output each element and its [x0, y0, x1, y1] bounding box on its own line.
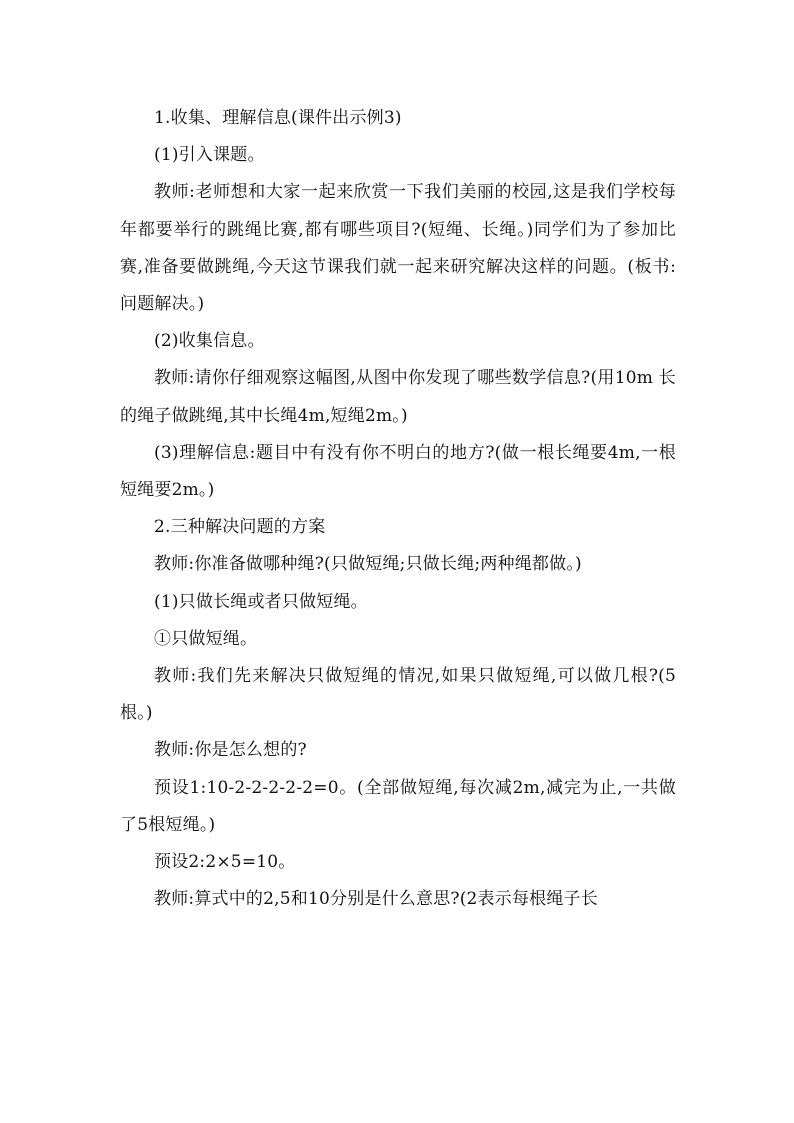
teacher-paragraph: 教师:算式中的2,5和10分别是什么意思?(2表示每根绳子长: [154, 889, 598, 910]
step-single-type: (1)只做长绳或者只做短绳。: [154, 591, 368, 612]
teacher-paragraph: 教师:你准备做哪种绳?(只做短绳;只做长绳;两种绳都做。): [154, 554, 582, 575]
preset-answer-2: 预设2:2×5=10。: [154, 852, 296, 873]
teacher-paragraph: 教师:请你仔细观察这幅图,从图中你发现了哪些数学信息?(用10m 长的绳子做跳绳,其中长绳4m,短绳2m。): [120, 368, 676, 426]
teacher-paragraph: 教师:我们先来解决只做短绳的情况,如果只做短绳,可以做几根?(5根。): [120, 666, 676, 724]
preset-answer-1: 预设1:10-2-2-2-2-2=0。(全部做短绳,每次减2m,减完为止,一共做了5根短绳。): [120, 777, 676, 835]
step-introduce-topic: (1)引入课题。: [154, 145, 265, 166]
step-understand-info: (3)理解信息:题目中有没有你不明白的地方?(做一根长绳要4m,一根短绳要2m。): [120, 442, 676, 501]
section-heading-three-plans: 2.三种解决问题的方案: [154, 517, 326, 538]
step-collect-info: (2)收集信息。: [154, 331, 265, 352]
section-heading-collect-info: 1.收集、理解信息(课件出示例3): [154, 108, 402, 128]
teacher-paragraph: 教师:老师想和大家一起来欣赏一下我们美丽的校园,这是我们学校每年都要举行的跳绳比赛,都有哪些项目?(短绳、长绳。)同学们为了参加比赛,准备要做跳绳,今天这节课我们就一起来研究解决这样的问题。(板书:问题解决。): [120, 182, 676, 315]
teacher-paragraph: 教师:你是怎么想的?: [154, 740, 307, 761]
document-body: [120, 100, 676, 918]
sub-step-short-only: ①只做短绳。: [154, 628, 258, 649]
